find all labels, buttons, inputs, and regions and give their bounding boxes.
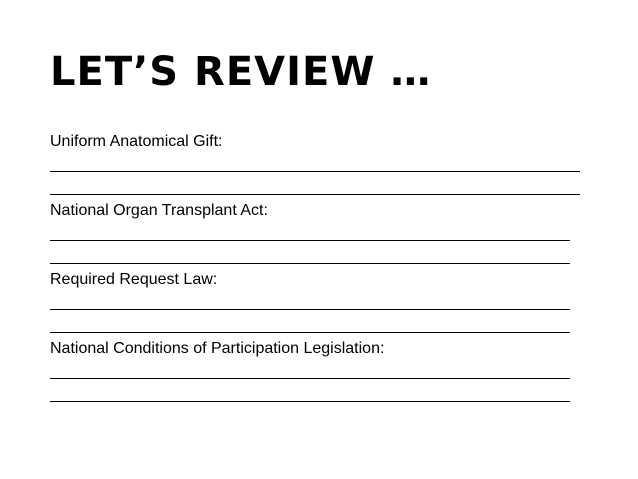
review-item-label: National Conditions of Participation Legislation: bbox=[50, 340, 385, 357]
review-item-label: Required Request Law: bbox=[50, 271, 218, 288]
fill-in-blank-line bbox=[50, 176, 590, 199]
fill-in-blank-line bbox=[50, 360, 590, 383]
fill-in-blank-line bbox=[50, 291, 590, 314]
fill-in-blank-line bbox=[50, 245, 590, 268]
review-item-uniform-anatomical-gift bbox=[50, 130, 590, 199]
review-item-national-conditions-of-participation bbox=[50, 337, 590, 406]
fill-in-blank-line bbox=[50, 383, 590, 406]
review-item-required-request-law bbox=[50, 268, 590, 337]
fill-in-blank-line bbox=[50, 314, 590, 337]
fill-in-blank-line bbox=[50, 222, 590, 245]
review-item-label: National Organ Transplant Act: bbox=[50, 202, 268, 219]
fill-in-blank-line bbox=[50, 153, 590, 176]
review-item-national-organ-transplant-act bbox=[50, 199, 590, 268]
review-list bbox=[50, 130, 590, 406]
slide-title: LET’S REVIEW … bbox=[50, 49, 432, 95]
review-item-label: Uniform Anatomical Gift: bbox=[50, 133, 223, 150]
